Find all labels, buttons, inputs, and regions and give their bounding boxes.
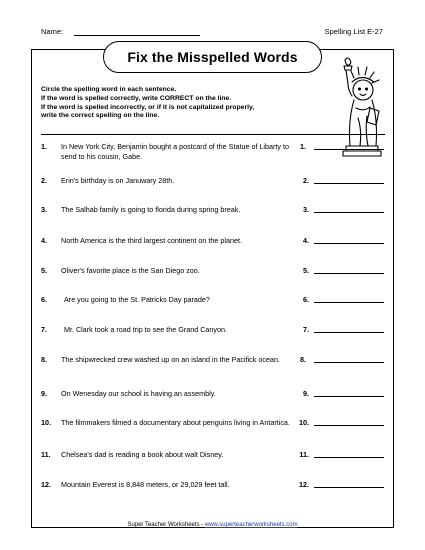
instruction-line: Circle the spelling word in each sentence.	[41, 86, 177, 93]
question-sentence: Oliver's favorite place is the San Diego zoo.	[61, 266, 200, 275]
answer-line[interactable]	[314, 396, 384, 397]
answer-number: 2.	[303, 176, 309, 185]
answer-number: 9.	[303, 389, 309, 398]
question-sentence: Chelsea's dad is reading a book about walt Disney.	[61, 450, 224, 459]
answer-line[interactable]	[314, 302, 384, 303]
question-item	[0, 176, 425, 200]
answer-line[interactable]	[314, 183, 384, 184]
answer-number: 5.	[303, 266, 309, 275]
answer-number: 1.	[300, 142, 306, 151]
question-item	[0, 266, 425, 290]
question-number: 5.	[41, 266, 47, 275]
question-sentence: The Salhab family is going to florida during spring break.	[61, 205, 241, 214]
page-title: Fix the Misspelled Words	[127, 49, 298, 65]
question-number: 6.	[41, 295, 47, 304]
answer-number: 6.	[303, 295, 309, 304]
answer-number: 4.	[303, 236, 309, 245]
footer-link[interactable]: www.superteacherworksheets.com	[204, 522, 298, 528]
question-item	[0, 205, 425, 229]
question-item	[0, 355, 425, 379]
answer-line[interactable]	[314, 362, 384, 363]
question-item	[0, 389, 425, 413]
answer-line[interactable]	[314, 149, 384, 150]
instruction-line: write the correct spelling on the line.	[41, 112, 160, 120]
question-item	[0, 295, 425, 319]
answer-number: 8.	[300, 355, 306, 364]
question-sentence: Are you going to the St. Patricks Day parade?	[64, 295, 210, 304]
question-item	[0, 325, 425, 349]
question-number: 11.	[41, 450, 51, 459]
question-number: 4.	[41, 236, 47, 245]
spelling-list-label: Spelling List E-27	[324, 27, 383, 36]
question-number: 3.	[41, 205, 47, 214]
answer-line[interactable]	[314, 273, 384, 274]
answer-line[interactable]	[314, 243, 384, 244]
question-item	[0, 480, 425, 504]
question-sentence: The filmmakers filmed a documentary about penguins living in Antartica.	[61, 418, 290, 427]
question-sentence: In New York City, Benjamin bought a postcard of the Statue of Libarty to send to his cousin, Gabe.	[61, 142, 290, 161]
question-number: 2.	[41, 176, 47, 185]
answer-number: 10.	[299, 418, 309, 427]
question-item	[0, 418, 425, 442]
instruction-line: If the word is spelled incorrectly, or if it is not capitalized properly,	[41, 103, 255, 111]
answer-line[interactable]	[314, 332, 384, 333]
footer-brand: Super Teacher Worksheets	[127, 522, 200, 528]
answer-number: 12.	[299, 480, 309, 489]
name-label: Name:	[41, 27, 64, 36]
question-sentence: North America is the third largest continent on the planet.	[61, 236, 242, 245]
question-number: 12.	[41, 480, 51, 489]
question-number: 8.	[41, 355, 47, 364]
footer-separator: -	[201, 522, 204, 528]
answer-number: 3.	[303, 205, 309, 214]
question-number: 9.	[41, 389, 47, 398]
instruction-line: If the word is spelled correctly, write CORRECT on the line.	[41, 94, 232, 102]
answer-line[interactable]	[314, 425, 384, 426]
question-sentence: The shipwrecked crew washed up on an island in the Pacifick ocean.	[61, 355, 280, 364]
question-number: 10.	[41, 418, 51, 427]
question-sentence: Mr. Clark took a road trip to see the Grand Canyon.	[64, 325, 227, 334]
question-item	[0, 450, 425, 474]
question-item	[0, 236, 425, 260]
answer-line[interactable]	[314, 457, 384, 458]
footer	[0, 522, 425, 528]
question-sentence: On Wenesday our school is having an assembly.	[61, 389, 216, 398]
question-item	[0, 142, 425, 166]
answer-number: 7.	[303, 325, 309, 334]
question-number: 7.	[41, 325, 47, 334]
answer-number: 11.	[299, 450, 309, 459]
answer-line[interactable]	[314, 212, 384, 213]
question-number: 1.	[41, 142, 47, 151]
question-sentence: Erin's birthday is on Januwary 28th.	[61, 176, 175, 185]
question-sentence: Mountain Everest is 8,848 meters, or 29,029 feet tall.	[61, 480, 230, 489]
answer-line[interactable]	[314, 487, 384, 488]
